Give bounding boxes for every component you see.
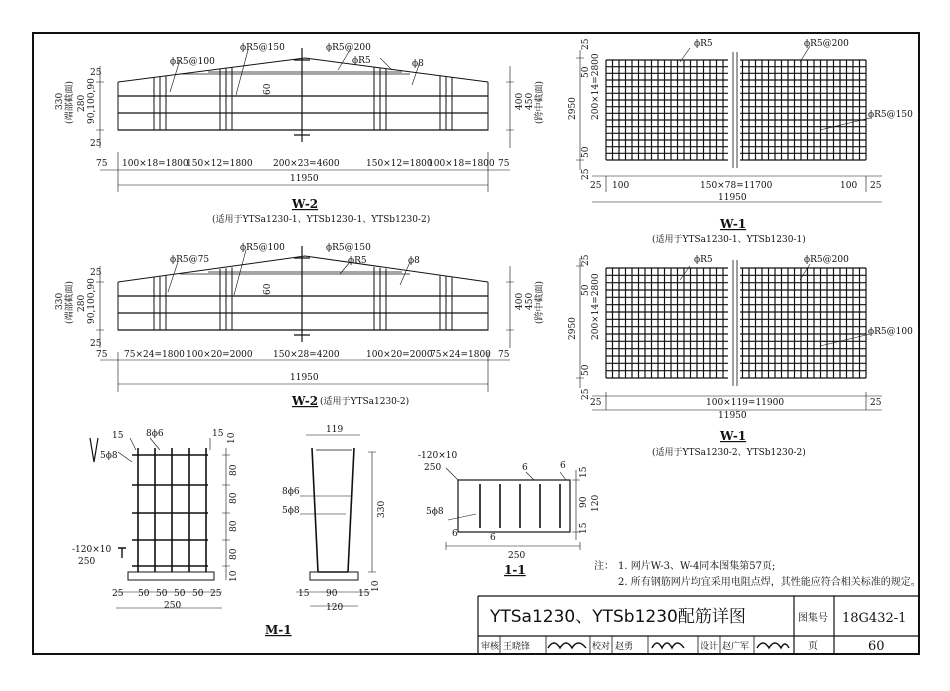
w2b-label: ϕR5@100 [240,243,285,253]
w1b-dim: 25 [590,398,602,408]
w2b-dim: 330 [55,292,65,310]
w1b-label: ϕR5 [694,255,713,265]
m1-dim: 10 [227,432,237,444]
s11-plate: 250 [424,463,442,473]
s11-drawing [446,468,580,550]
w2b-text [55,243,545,408]
reviewer-signature [548,643,586,648]
page-number: 60 [868,639,885,654]
m1-dim: 10 [229,570,239,582]
w1a-dim: 25 [590,181,602,191]
w2b-dim: 280 [77,294,87,312]
w1a-dim: 50 [581,66,591,78]
m1-dim: 50 [156,589,168,599]
w2b-dim: 25 [90,268,102,278]
w2a-label: ϕR5@150 [240,43,285,53]
s11-plate: -120×10 [418,451,458,461]
s11-dim: 15 [579,466,589,478]
w1a-label: ϕR5@200 [804,39,849,49]
w1b-dim: 100×119=11900 [706,398,785,408]
s11-dim: 120 [591,494,601,512]
w2b-dim: 25 [90,339,102,349]
w2a-dim: 400 [515,92,525,110]
w2b-label: 60 [263,283,273,295]
w2a-dim: 25 [90,68,102,78]
m1-dim: 50 [192,589,204,599]
sec-dim: 15 [298,589,310,599]
notes-head: 注： [594,561,614,572]
w1b-note: (适用于YTSa1230-2、YTSb1230-2) [652,448,806,458]
designer-signature [757,643,789,648]
w2a-note: (适用于YTSa1230-1、YTSb1230-1、YTSb1230-2) [212,215,431,225]
w2b-dim: 100×20=2000 [366,350,433,360]
w2a-dim: 90,100,90 [87,78,97,124]
w1a-dim: 50 [581,146,591,158]
w1a-dim: 25 [581,38,591,50]
w2a-dim: 450 [525,92,535,110]
page-label: 页 [808,641,818,652]
w1a-note: (适用于YTSa1230-1、YTSb1230-1) [652,235,806,245]
s11-label: 6 [490,533,496,543]
m1-title: M-1 [265,623,292,637]
w2a-label: 60 [263,83,273,95]
m1-label: 5ϕ8 [100,451,118,461]
w2b-dim: 400 [515,292,525,310]
m1-total: 250 [164,601,182,611]
w1a-total: 11950 [718,193,747,203]
w2a-drawing [96,48,514,192]
w2a-label: ϕR5@200 [326,43,371,53]
w2a-total: 11950 [290,174,319,184]
w2a-dim: 100×18=1800 [122,159,189,169]
m1-dim: 80 [229,492,239,504]
m1-dim: 80 [229,464,239,476]
w2a-dim: 25 [90,139,102,149]
w2a-dim: 200×23=4600 [273,159,340,169]
w1b-dim: 2950 [568,317,578,340]
m1-plate: 250 [78,557,96,567]
review-label: 审核 [481,642,500,652]
w2b-label: ϕR5@75 [170,255,210,265]
w2b-total: 11950 [290,373,319,383]
w2a-dim: 100×18=1800 [428,159,495,169]
drawing-title: YTSa1230、YTSb1230配筋详图 [490,607,746,627]
w2a-title: W-2 [292,197,319,211]
w1b-dim: 25 [581,254,591,266]
w2a-dim: 150×12=1800 [186,159,253,169]
m1-dim: 25 [210,589,222,599]
section-drawing [296,435,376,606]
m1-drawing [90,438,230,608]
w2b-dim: 75×24=1800 [124,350,185,360]
m1-dim: 15 [212,429,224,439]
w2a-dim: 75 [96,159,108,169]
w2a-dim: 330 [55,92,65,110]
w2b-drawing [96,246,514,392]
sec-label: 8ϕ6 [282,487,300,497]
m1-dim: 80 [229,548,239,560]
w1a-label: ϕR5@150 [868,110,913,120]
sec-dim: 330 [377,500,387,518]
w2b-dim: 75×24=1800 [430,350,491,360]
note-1: 1. 网片W-3、W-4同本图集第57页; [618,561,776,572]
s11-text [418,451,601,577]
notes [594,559,921,588]
w1a-dim: 25 [581,168,591,180]
sec-dim: 90 [326,589,338,599]
w2b-label: ϕR5@150 [326,243,371,253]
w2b-dim: 90,100,90 [87,278,97,324]
w1a-drawing [576,46,882,202]
w1b-title: W-1 [720,429,747,443]
w1b-dim: 25 [581,388,591,400]
w2a-text [55,43,545,225]
w2a-label: ϕR5 [352,56,371,66]
m1-dim: 15 [112,431,124,441]
w2a-dim: 75 [498,159,510,169]
m1-label: 8ϕ6 [146,429,164,439]
w1a-dim: 100 [612,181,630,191]
w2b-note: (适用于YTSa1230-2) [320,397,410,407]
sec-dim: 119 [326,425,344,435]
w1b-dim: 25 [870,398,882,408]
w2a-label: ϕ8 [412,59,424,69]
note-2: 2. 所有钢筋网片均宜采用电阻点焊，其性能应符合相关标准的规定。 [618,577,921,588]
w1b-drawing [576,258,882,410]
w1a-label: ϕR5 [694,39,713,49]
checker-signature [652,643,684,648]
w1b-dim: 50 [581,364,591,376]
checker-name: 赵勇 [615,642,634,652]
w1b-dim: 50 [581,284,591,296]
w1b-label: ϕR5@200 [804,255,849,265]
s11-label: 5ϕ8 [426,507,444,517]
w2a-dim: 280 [77,94,87,112]
s11-label: 6 [560,461,566,471]
m1-dim: 80 [229,520,239,532]
s11-dim: 90 [579,496,589,508]
w2b-dim: 100×20=2000 [186,350,253,360]
w2b-label: ϕ8 [408,256,420,266]
reviewer-name: 王晓锋 [503,642,531,652]
w2b-title: W-2 [292,394,319,408]
s11-dim: 15 [579,522,589,534]
title-block [478,596,919,654]
s11-title: 1-1 [504,563,526,577]
w1b-dim: 200×14=2800 [591,273,601,340]
sec-total: 120 [326,603,344,613]
w1a-dim: 150×78=11700 [700,181,773,191]
w1a-dim: 2950 [568,97,578,120]
m1-text [72,429,292,637]
sec-dim: 15 [358,589,370,599]
w2a-dim: (端部截面) [65,80,75,124]
m1-plate: -120×10 [72,545,112,555]
w2a-dim: (跨中截面) [535,80,545,124]
w2b-dim: 75 [96,350,108,360]
m1-dim: 50 [174,589,186,599]
m1-dim: 25 [112,589,124,599]
sec-dim: 10 [371,580,381,592]
check-label: 校对 [592,642,611,652]
m1-dim: 50 [138,589,150,599]
w1a-dim: 25 [870,181,882,191]
w2a-label: ϕR5@100 [170,57,215,67]
w1a-dim: 100 [840,181,858,191]
w1a-text [568,38,913,245]
w2a-dim: 150×12=1800 [366,159,433,169]
w1b-total: 11950 [718,411,747,421]
section-text [282,425,387,613]
s11-label: 6 [522,463,528,473]
atlas-label: 图集号 [798,613,828,624]
designer-name: 赵广军 [722,642,750,652]
s11-total: 250 [508,551,526,561]
w1b-label: ϕR5@100 [868,327,913,337]
w2b-label: ϕR5 [348,256,367,266]
w2b-dim: (端部截面) [65,280,75,324]
w2b-dim: 450 [525,292,535,310]
w2b-dim: 75 [498,350,510,360]
sec-label: 5ϕ8 [282,506,300,516]
design-label: 设计 [700,642,719,652]
w1a-title: W-1 [720,217,747,231]
s11-label: 6 [452,529,458,539]
w2b-dim: 150×28=4200 [273,350,340,360]
w2b-dim: (跨中截面) [535,280,545,324]
w1a-dim: 200×14=2800 [591,53,601,120]
atlas-number: 18G432-1 [842,611,907,626]
